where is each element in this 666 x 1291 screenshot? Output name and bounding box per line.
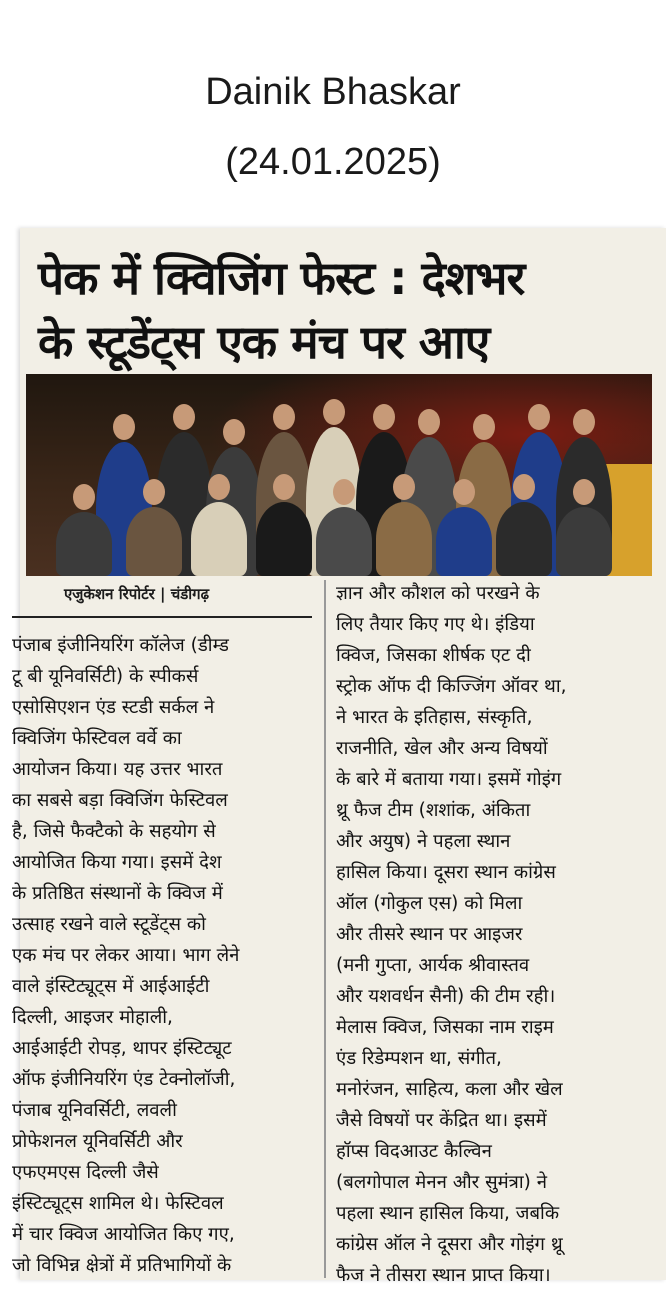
headline-line-1: पेक में क्विजिंग फेस्ट : देशभर	[38, 251, 525, 305]
person-head	[513, 474, 535, 500]
person-head	[113, 414, 135, 440]
person-head	[208, 474, 230, 500]
article-line: क्विजिंग फेस्टिवल वर्वे का	[12, 728, 182, 749]
person-head	[143, 479, 165, 505]
article-line: फैज ने तीसरा स्थान प्राप्त किया।	[336, 1265, 551, 1286]
article-line: थ्रू फैज टीम (शशांक, अंकिता	[336, 800, 531, 821]
article-line: एंड रिडेम्पशन था, संगीत,	[336, 1048, 502, 1069]
person-silhouette	[191, 502, 247, 576]
article-line: दिल्ली, आइजर मोहाली,	[12, 1007, 173, 1028]
article-line: लिए तैयार किए गए थे। इंडिया	[336, 614, 535, 635]
article-line: एक मंच पर लेकर आया। भाग लेने	[12, 945, 240, 966]
article-line: कांग्रेस ऑल ने दूसरा और गोइंग थ्रू	[336, 1234, 563, 1255]
article-line: एसोसिएशन एंड स्टडी सर्कल ने	[12, 697, 215, 718]
person-head	[573, 479, 595, 505]
byline-rule	[12, 616, 312, 618]
article-line: जो विभिन्न क्षेत्रों में प्रतिभागियों के	[12, 1255, 232, 1276]
person-silhouette	[556, 507, 612, 576]
article-line: के बारे में बताया गया। इसमें गोइंग	[336, 769, 562, 790]
person-silhouette	[316, 507, 372, 576]
publication-date: (24.01.2025)	[225, 141, 441, 183]
article-line: इंस्टिट्यूट्स शामिल थे। फेस्टिवल	[12, 1193, 224, 1214]
article-line: ऑल (गोकुल एस) को मिला	[336, 893, 523, 914]
person-head	[528, 404, 550, 430]
newspaper-clipping	[12, 228, 666, 1286]
article-line: वाले इंस्टिट्यूट्स में आईआईटी	[12, 976, 210, 997]
group-photo	[26, 374, 652, 576]
article-line: क्विज, जिसका शीर्षक एट दी	[336, 645, 531, 666]
article-line: प्रोफेशनल यूनिवर्सिटी और	[12, 1131, 183, 1152]
article-line: और तीसरे स्थान पर आइजर	[336, 924, 523, 945]
person-head	[473, 414, 495, 440]
column-divider	[324, 580, 326, 1278]
article-line: स्ट्रोक ऑफ दी किज्जिंग ऑवर था,	[336, 676, 567, 697]
article-line: एफएमएस दिल्ली जैसे	[12, 1162, 159, 1183]
article-line: हासिल किया। दूसरा स्थान कांग्रेस	[336, 862, 556, 883]
article-line: और यशवर्धन सैनी) की टीम रही।	[336, 986, 556, 1007]
person-silhouette	[496, 502, 552, 576]
person-head	[418, 409, 440, 435]
person-head	[333, 479, 355, 505]
article-line: पंजाब इंजीनियरिंग कॉलेज (डीम्ड	[12, 635, 229, 656]
article-line: हॉप्स विदआउट कैल्विन	[336, 1141, 492, 1162]
person-silhouette	[126, 507, 182, 576]
person-silhouette	[376, 502, 432, 576]
article-line: उत्साह रखने वाले स्टूडेंट्स को	[12, 914, 206, 935]
person-head	[273, 404, 295, 430]
article-line: (बलगोपाल मेनन और सुमंत्रा) ने	[336, 1172, 548, 1193]
person-head	[73, 484, 95, 510]
article-line: में चार क्विज आयोजित किए गए,	[12, 1224, 235, 1245]
article-line: आयोजित किया गया। इसमें देश	[12, 852, 222, 873]
headline-line-2: के स्टूडेंट्स एक मंच पर आए	[38, 315, 490, 369]
person-head	[573, 409, 595, 435]
article-line: ने भारत के इतिहास, संस्कृति,	[336, 707, 533, 728]
person-head	[453, 479, 475, 505]
article-column-right	[336, 578, 650, 1291]
article-line: है, जिसे फैक्टैको के सहयोग से	[12, 821, 216, 842]
person-silhouette	[436, 507, 492, 576]
article-line: ऑफ इंजीनियरिंग एंड टेक्नोलॉजी,	[12, 1069, 236, 1090]
article-line: राजनीति, खेल और अन्य विषयों	[336, 738, 548, 759]
newspaper-name: Dainik Bhaskar	[205, 71, 461, 113]
person-head	[173, 404, 195, 430]
byline: एजुकेशन रिपोर्टर | चंडीगढ़	[64, 585, 210, 603]
article-line: पहला स्थान हासिल किया, जबकि	[336, 1203, 560, 1224]
person-silhouette	[56, 512, 112, 576]
article-line: जैसे विषयों पर केंद्रित था। इसमें	[336, 1110, 547, 1131]
article-line: आयोजन किया। यह उत्तर भारत	[12, 759, 223, 780]
person-head	[273, 474, 295, 500]
person-head	[393, 474, 415, 500]
article-line: के प्रतिष्ठित संस्थानों के क्विज में	[12, 883, 223, 904]
person-head	[223, 419, 245, 445]
person-head	[373, 404, 395, 430]
article-column-left	[12, 630, 308, 1281]
article-line: (मनी गुप्ता, आर्यक श्रीवास्तव	[336, 955, 530, 976]
article-line: आईआईटी रोपड़, थापर इंस्टिट्यूट	[12, 1038, 232, 1059]
article-line: मनोरंजन, साहित्य, कला और खेल	[336, 1079, 563, 1100]
person-silhouette	[256, 502, 312, 576]
article-line: ज्ञान और कौशल को परखने के	[336, 583, 540, 604]
article-line: का सबसे बड़ा क्विजिंग फेस्टिवल	[12, 790, 228, 811]
article-line: पंजाब यूनिवर्सिटी, लवली	[12, 1100, 177, 1121]
article-line: और अयुष) ने पहला स्थान	[336, 831, 511, 852]
article-line: मेलास क्विज, जिसका नाम राइम	[336, 1017, 554, 1038]
article-line: टू बी यूनिवर्सिटी) के स्पीकर्स	[12, 666, 199, 687]
person-head	[323, 399, 345, 425]
